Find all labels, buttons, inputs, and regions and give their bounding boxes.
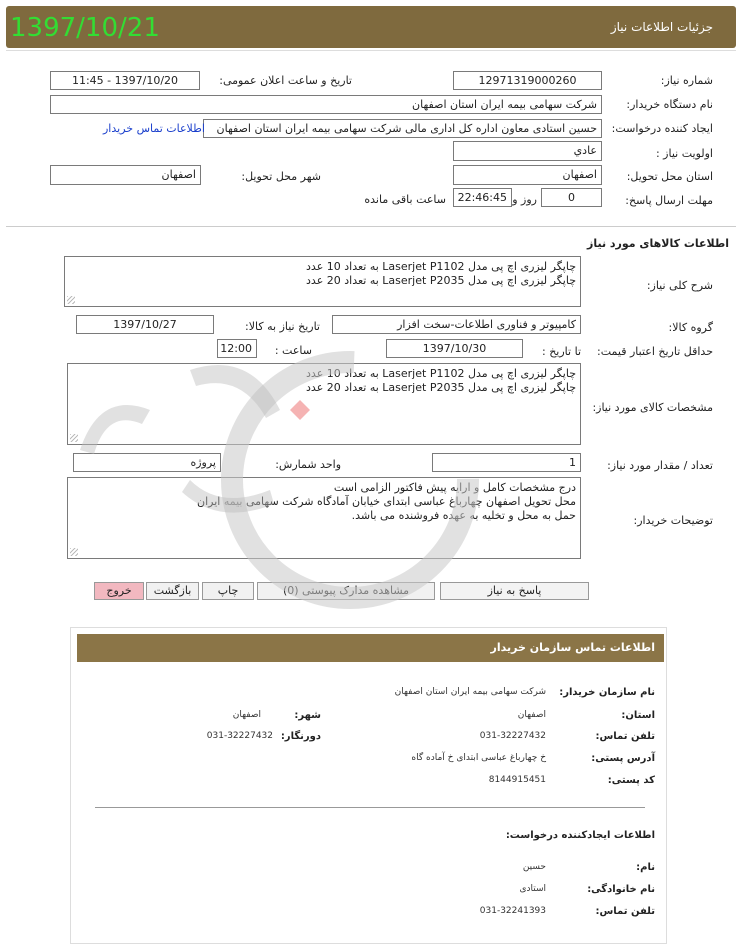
buyer-notes-line: محل تحویل اصفهان چهارباغ عباسی ابتدای خیابان آمادگاه شرکت سهامی بیمه ایران (197, 495, 576, 508)
deadline-label: مهلت ارسال پاسخ: (625, 194, 713, 207)
contact-city-label: شهر: (294, 710, 321, 721)
creator-last-name-value: استادی (519, 884, 546, 894)
creator-last-name-label: نام خانوادگی: (587, 884, 655, 895)
creator-first-name-value: حسین (522, 862, 546, 872)
creator-label: ایجاد کننده درخواست: (611, 122, 713, 135)
need-date-field: 1397/10/27 (76, 315, 214, 334)
buyer-notes-line: درج مشخصات کامل و ارایه پیش فاکتور الزامی است (333, 481, 576, 494)
unit-field: پروژه (73, 453, 221, 472)
reply-button[interactable]: پاسخ به نیاز (440, 582, 589, 600)
delivery-city-field: اصفهان (50, 165, 201, 185)
print-button[interactable]: چاپ (202, 582, 254, 600)
contact-org-label: نام سازمان خریدار: (559, 687, 655, 698)
delivery-city-label: شهر محل تحویل: (241, 170, 321, 183)
specs-line: چاپگر لیزری اچ پی مدل Laserjet P2035 به تعداد 20 عدد (306, 381, 576, 394)
priority-label: اولویت نیاز : (655, 147, 713, 160)
creator-first-name-label: نام: (636, 862, 655, 873)
summary-label: شرح کلی نیاز: (646, 279, 713, 292)
contact-fax-label: دورنگار: (280, 731, 321, 742)
buyer-org-field: شرکت سهامی بیمه ایران استان اصفهان (50, 95, 602, 114)
need-date-label: تاریخ نیاز به کالا: (245, 320, 320, 333)
page-title: جزئیات اطلاعات نیاز (610, 20, 713, 34)
specs-line: چاپگر لیزری اچ پی مدل Laserjet P1102 به تعداد 10 عدد (306, 367, 576, 380)
until-date-label: تا تاریخ : (542, 345, 581, 358)
goods-group-label: گروه کالا: (668, 321, 713, 334)
time-remaining-field: 22:46:45 (453, 188, 512, 207)
resize-grip-icon[interactable] (67, 296, 75, 304)
contact-postal-value: 8144915451 (488, 775, 546, 785)
exit-button[interactable]: خروج (94, 582, 144, 600)
hour-field: 12:00 (217, 339, 257, 358)
contact-divider (95, 807, 645, 808)
buyer-notes-line: حمل به محل و تخلیه به عهده فروشنده می باشد. (351, 509, 576, 522)
view-attachments-button[interactable]: مشاهده مدارک پیوستی (0) (257, 582, 435, 600)
contact-panel-title: اطلاعات تماس سازمان خریدار (490, 641, 655, 654)
quantity-field: 1 (432, 453, 581, 472)
announce-label: تاریخ و ساعت اعلان عمومی: (219, 74, 352, 87)
hour-label: ساعت : (274, 344, 312, 357)
announce-field: 1397/10/20 - 11:45 (50, 71, 200, 90)
contact-fax-value: 031-32227432 (206, 731, 273, 741)
contact-city-value: اصفهان (232, 710, 261, 720)
contact-province-value: اصفهان (517, 710, 546, 720)
creator-phone-label: تلفن تماس: (595, 906, 655, 917)
creator-phone-value: 031-32241393 (479, 906, 546, 916)
delivery-province-label: استان محل تحویل: (626, 170, 713, 183)
form-top-divider (6, 50, 736, 51)
contact-panel (70, 627, 667, 944)
buyer-contact-link[interactable]: اطلاعات تماس خریدار (103, 122, 205, 135)
goods-section-divider (6, 226, 736, 227)
goods-section-title: اطلاعات کالاهای مورد نیاز (587, 237, 729, 250)
back-button[interactable]: بازگشت (146, 582, 199, 600)
priority-field: عادي (453, 141, 602, 161)
min-validity-label: حداقل تاریخ اعتبار قیمت: (597, 345, 713, 358)
contact-address-label: آدرس پستی: (591, 753, 655, 764)
creator-section-title: اطلاعات ایجادکننده درخواست: (505, 830, 655, 841)
buyer-notes-label: توضیحات خریدار: (633, 514, 713, 527)
specs-label: مشخصات کالای مورد نیاز: (592, 401, 713, 414)
unit-label: واحد شمارش: (275, 458, 341, 471)
days-field: 0 (541, 188, 602, 207)
contact-phone-value: 031-32227432 (479, 731, 546, 741)
buyer-org-label: نام دستگاه خریدار: (626, 98, 713, 111)
contact-address-value: خ چهارباغ عباسی ابتدای خ آماده گاه (411, 753, 546, 763)
need-number-label: شماره نیاز: (660, 74, 713, 87)
quantity-label: تعداد / مقدار مورد نیاز: (607, 459, 713, 472)
contact-province-label: استان: (621, 710, 655, 721)
until-date-field: 1397/10/30 (386, 339, 523, 358)
header-date-stamp: 1397/10/21 (10, 13, 160, 43)
contact-postal-label: کد پستی: (607, 775, 655, 786)
days-word: روز و (512, 193, 537, 206)
summary-textarea (64, 256, 581, 307)
delivery-province-field: اصفهان (453, 165, 602, 185)
goods-group-field: کامپیوتر و فناوری اطلاعات-سخت افزار (332, 315, 581, 334)
summary-line: چاپگر لیزری اچ پی مدل Laserjet P1102 به تعداد 10 عدد (306, 260, 576, 273)
summary-line: چاپگر لیزری اچ پی مدل Laserjet P2035 به تعداد 20 عدد (306, 274, 576, 287)
contact-phone-label: تلفن تماس: (595, 731, 655, 742)
time-remaining-word: ساعت باقی مانده (364, 193, 446, 206)
creator-field: حسین استادی معاون اداره کل اداری مالی شرکت سهامی بیمه ایران استان اصفهان (203, 119, 602, 138)
need-number-field: 12971319000260 (453, 71, 602, 90)
contact-org-value: شرکت سهامی بیمه ایران استان اصفهان (394, 687, 546, 697)
watermark-logo (40, 330, 480, 650)
